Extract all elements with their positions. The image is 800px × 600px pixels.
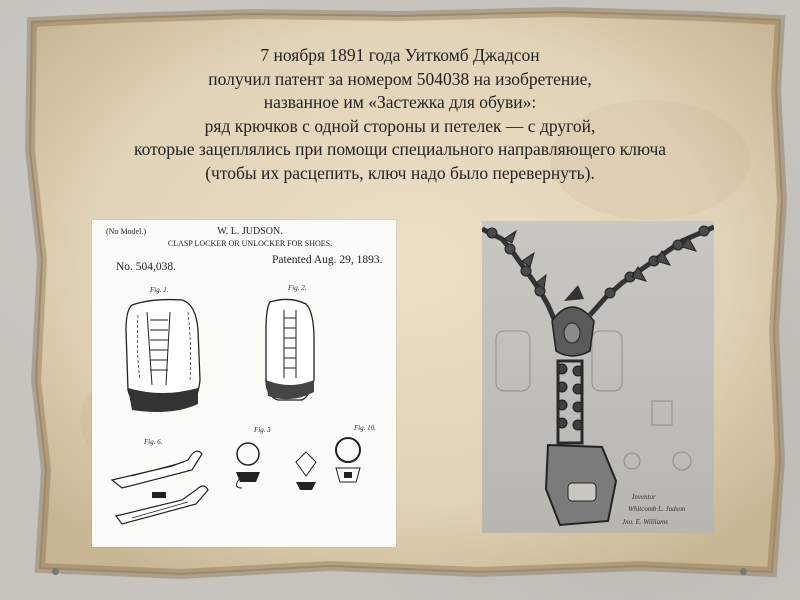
patent-date: Patented Aug. 29, 1893. [272, 254, 383, 266]
slide-description [40, 44, 760, 185]
patent-title: CLASP LOCKER OR UNLOCKER FOR SHOES. [167, 239, 333, 248]
patent-drawing-image [92, 220, 396, 547]
patent-number: No. 504,038. [116, 261, 177, 273]
fig6-mechanism-drawing [112, 451, 208, 524]
fig10-label: Fig. 10. [354, 424, 376, 432]
fig3-ring-drawing [236, 443, 260, 488]
text-line-3: названное им «Застежка для обуви»: [263, 92, 537, 112]
fig1-shoe-drawing [126, 300, 200, 412]
photo-signature-3: Jno. E. Williams [622, 518, 668, 526]
fig2-shoe-drawing [266, 299, 314, 400]
fig1-label: Fig. 1. [150, 286, 169, 294]
photo-signature-2: Whitcomb L. Judson [628, 505, 686, 513]
photo-signature-1: Inventor [632, 493, 656, 501]
next-slide-dot[interactable] [740, 568, 747, 575]
text-line-5: которые зацеплялись при помощи специального направляющего ключа [133, 139, 667, 159]
text-line-4: ряд крючков с одной стороны и петелек — с другой, [204, 115, 596, 136]
fig6-label: Fig. 6. [144, 438, 163, 446]
fig10-ring-drawing [336, 438, 360, 482]
fig3-label: Fig. 3 [254, 426, 271, 434]
text-line-2: получил патент за номером 504038 на изобретение, [208, 68, 592, 89]
key-handle [546, 445, 616, 525]
patent-no-model: (No Model.) [106, 227, 146, 236]
patent-inventor: W. L. JUDSON. [217, 226, 283, 237]
prev-slide-dot[interactable] [52, 568, 59, 575]
fig2-label: Fig. 2. [288, 284, 307, 292]
text-line-1: 7 ноября 1891 года Уиткомб Джадсон [260, 45, 540, 65]
text-line-6: (чтобы их расцепить, ключ надо было перевернуть). [205, 162, 595, 183]
zipper-model-photo [482, 221, 714, 533]
fig4-small-drawing [296, 452, 316, 490]
